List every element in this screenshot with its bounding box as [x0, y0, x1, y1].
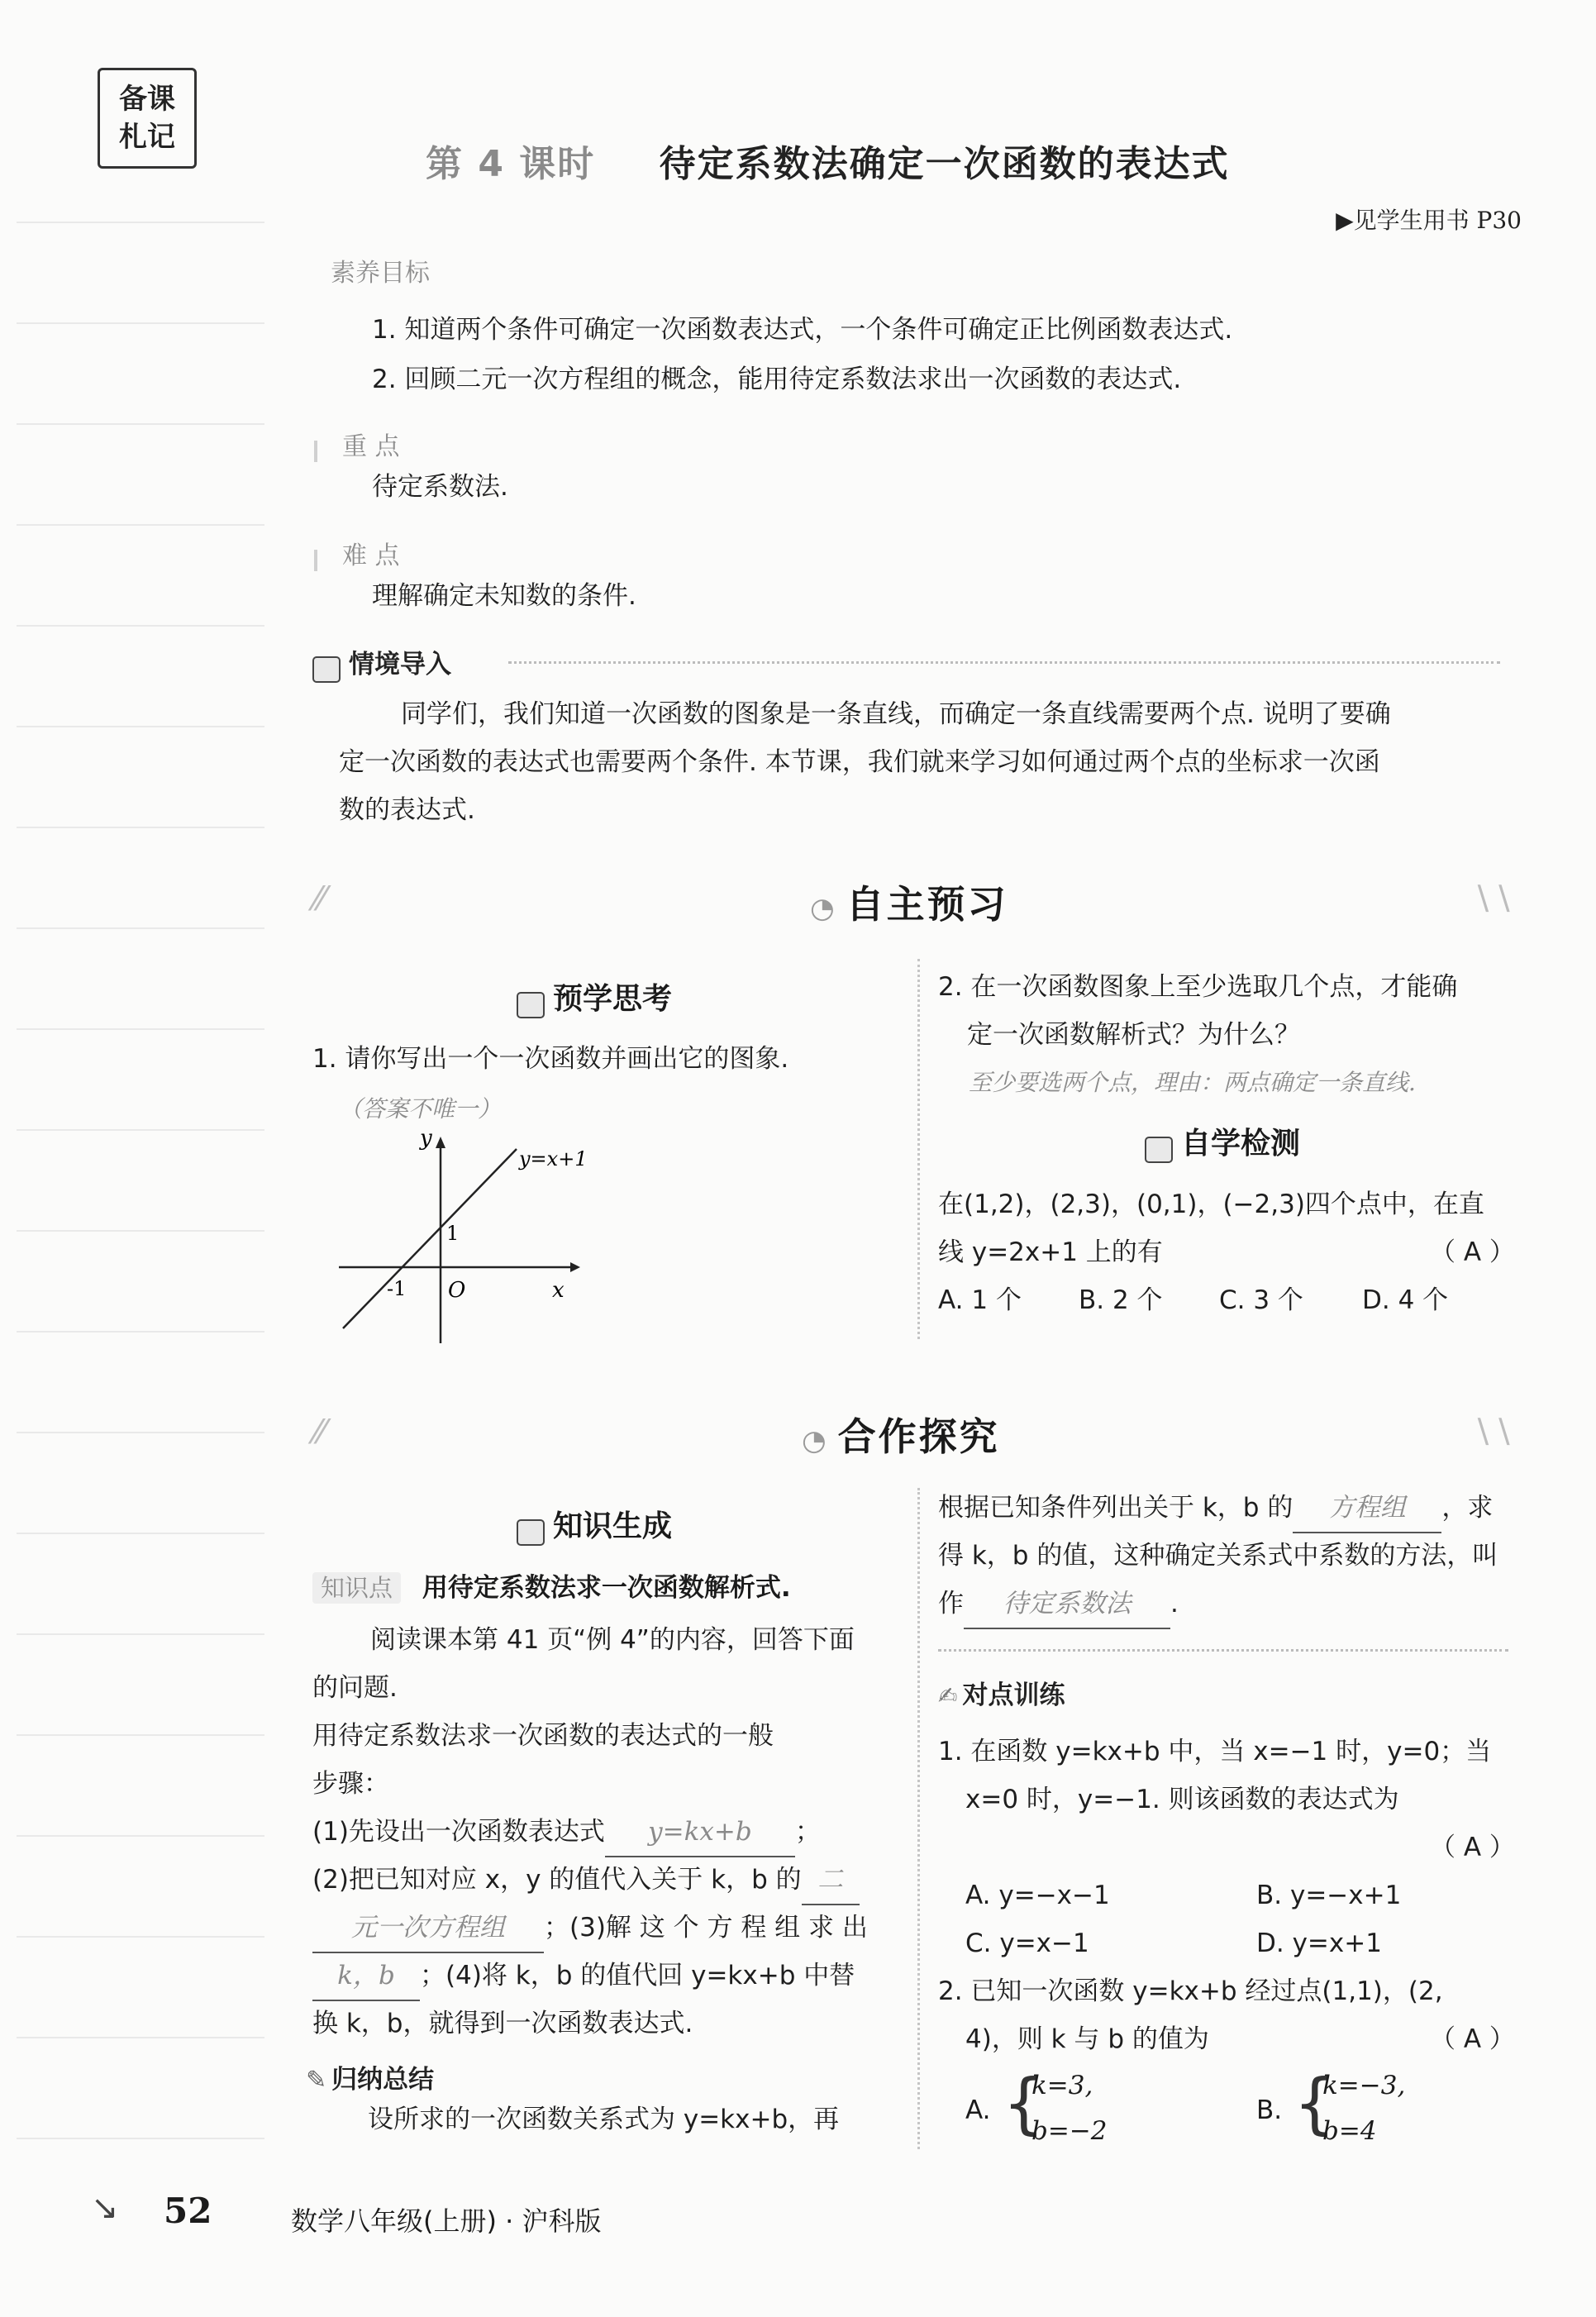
margin-rule — [17, 322, 264, 324]
stamp-line-2: 札记 — [119, 121, 175, 154]
t1-line-1: 1. 在函数 y=kx+b 中，当 x=−1 时，y=0；当 — [938, 1737, 1492, 1766]
lesson-number: 第 4 课时 — [426, 143, 596, 185]
margin-rule — [17, 2037, 264, 2038]
t1-option-b: B. y=−x+1 — [1256, 1881, 1402, 1910]
summary-header — [306, 2058, 434, 2095]
step-1 — [312, 1808, 821, 1857]
explore-heading-text: 合作探究 — [837, 1414, 1000, 1459]
step2-blank-b: 元一次方程组 — [312, 1904, 544, 1953]
x-label: x — [552, 1278, 565, 1303]
pencil-icon: ✍ — [938, 1682, 958, 1709]
intro-line-2: 定一次函数的表达式也需要两个条件. 本节课，我们就来学习如何通过两个点的坐标求一次函 — [339, 747, 1380, 777]
t2-answer: （ A ） — [1430, 2024, 1515, 2054]
book-title: 数学八年级(上册) · 沪科版 — [291, 2205, 602, 2237]
preview-q2-line-1: 2. 在一次函数图象上至少选取几个点，才能确 — [938, 972, 1458, 1002]
slash-deco: ∖∖ — [1471, 880, 1513, 918]
right-line-3-text: 作 — [938, 1589, 964, 1619]
section-bar — [314, 550, 317, 571]
method-blank: 待定系数法 — [964, 1580, 1170, 1629]
origin-label: O — [448, 1278, 466, 1303]
t2-option-b-k: k=−3, — [1322, 2071, 1406, 2100]
steps-line-2: 步骤： — [312, 1769, 389, 1799]
margin-rule — [17, 1734, 264, 1736]
steps-line-1: 用待定系数法求一次函数的表达式的一般 — [312, 1721, 774, 1751]
page-number: 52 — [164, 2191, 212, 2231]
t2-option-a-label: A. — [965, 2095, 991, 2125]
margin-rule — [17, 1230, 264, 1232]
graph-line — [343, 1149, 517, 1328]
difficulty-label: 难 点 — [342, 541, 400, 570]
margin-rule — [17, 726, 264, 727]
slash-deco: ⁄⁄ — [314, 1414, 326, 1452]
divider — [938, 1649, 1508, 1652]
y-axis-arrow — [436, 1137, 445, 1148]
slash-deco: ⁄⁄ — [314, 880, 326, 918]
key-point-text: 待定系数法. — [372, 472, 508, 502]
read-line-2: 的问题. — [312, 1673, 398, 1703]
q1-note: （答案不唯一） — [339, 1095, 502, 1123]
difficulty-text: 理解确定未知数的条件. — [372, 581, 636, 611]
key-point-header — [314, 426, 400, 462]
kp-tag: 知识点 — [312, 1572, 401, 1604]
margin-rule — [17, 1936, 264, 1938]
t2-option-b-b: b=4 — [1322, 2116, 1377, 2146]
t1-answer: （ A ） — [1430, 1833, 1515, 1862]
intro-line-1: 同学们，我们知道一次函数的图象是一条直线，而确定一条直线需要两个点. 说明了要确 — [401, 699, 1391, 729]
right-line-3 — [938, 1580, 1179, 1629]
step1-end: ； — [794, 1817, 821, 1847]
stamp-line-1: 备课 — [119, 83, 175, 116]
preview-heading-text: 自主预习 — [846, 882, 1008, 927]
student-book-ref: ▶见学生用书 P30 — [1336, 207, 1522, 234]
summary-line-1: 设所求的一次函数关系式为 y=kx+b，再 — [368, 2105, 840, 2134]
preview-heading — [810, 875, 1008, 929]
kp-title: 用待定系数法求一次函数解析式. — [422, 1573, 791, 1603]
check-icon — [1145, 1137, 1173, 1163]
function-graph — [331, 1128, 603, 1360]
step-2 — [312, 1856, 860, 1905]
step2-blank-a: 二 — [802, 1856, 860, 1905]
margin-rule — [17, 1129, 264, 1131]
check-option-c: C. 3 个 — [1219, 1285, 1303, 1315]
right-line-3-end: . — [1170, 1589, 1179, 1619]
right-line-1-text: 根据已知条件列出关于 k，b 的 — [938, 1493, 1293, 1523]
t2-line-1: 2. 已知一次函数 y=kx+b 经过点(1,1)，(2, — [938, 1976, 1443, 2006]
arrow-deco-icon: ↘ — [91, 2189, 119, 2227]
slash-deco: ∖∖ — [1471, 1414, 1513, 1452]
check-heading-text: 自学检测 — [1181, 1127, 1301, 1161]
t1-option-d: D. y=x+1 — [1256, 1928, 1382, 1958]
check-header — [1145, 1120, 1300, 1163]
margin-rule — [17, 524, 264, 526]
column-divider — [917, 959, 920, 1339]
margin-rule — [17, 1331, 264, 1333]
check-answer: （ A ） — [1430, 1237, 1515, 1267]
right-line-1-end: ，求 — [1441, 1493, 1494, 1523]
knowledge-icon — [517, 1519, 545, 1546]
t2-option-a-b: b=−2 — [1031, 2116, 1108, 2146]
t2-option-a-k: k=3, — [1031, 2071, 1093, 2100]
right-line-1 — [938, 1484, 1493, 1533]
intro-header — [312, 643, 451, 683]
step1-blank: y=kx+b — [605, 1808, 795, 1857]
margin-rule — [17, 1533, 264, 1534]
check-option-a: A. 1 个 — [938, 1285, 1022, 1315]
margin-rule — [17, 625, 264, 627]
notes-stamp — [98, 68, 197, 169]
read-line-1: 阅读课本第 41 页“例 4”的内容，回答下面 — [370, 1625, 855, 1655]
intro-text — [339, 690, 1513, 834]
step-4 — [312, 1952, 855, 2001]
margin-rule — [17, 827, 264, 828]
margin-rule — [17, 1835, 264, 1837]
step4-text: ；(4)将 k，b 的值代回 y=kx+b 中替 — [420, 1961, 855, 1990]
x-axis-arrow — [570, 1262, 580, 1272]
explore-heading — [802, 1407, 1000, 1461]
section-bar — [314, 441, 317, 462]
margin-rule — [17, 423, 264, 425]
think-header — [517, 975, 672, 1018]
brace-icon: { — [1003, 2065, 1045, 2142]
right-line-2: 得 k，b 的值，这种确定关系式中系数的方法，叫 — [938, 1541, 1498, 1571]
summary-heading-text: 归纳总结 — [331, 2065, 435, 2095]
step3-blank: k，b — [312, 1952, 420, 2001]
preview-q2-answer: 至少要选两个点，理由：两点确定一条直线. — [969, 1069, 1416, 1096]
goal-item-1: 1. 知道两个条件可确定一次函数表达式，一个条件可确定正比例函数表达式. — [372, 315, 1233, 345]
t1-option-a: A. y=−x−1 — [965, 1881, 1110, 1910]
brace-icon: { — [1293, 2065, 1336, 2142]
y-label: y — [420, 1128, 432, 1151]
t2-option-b-label: B. — [1256, 2095, 1283, 2125]
training-heading-text: 对点训练 — [962, 1681, 1065, 1710]
lesson-title: 待定系数法确定一次函数的表达式 — [659, 143, 1230, 185]
book-icon: ◔ — [810, 892, 835, 925]
divider — [508, 661, 1500, 664]
knowledge-header — [517, 1503, 672, 1546]
difficulty-header — [314, 535, 400, 571]
y-tick-label: 1 — [446, 1222, 460, 1245]
step-3 — [312, 1904, 868, 1953]
margin-rule — [17, 1633, 264, 1635]
intro-line-3: 数的表达式. — [339, 795, 475, 825]
column-divider — [917, 1488, 920, 2149]
step1-text: (1)先设出一次函数表达式 — [312, 1817, 605, 1847]
pencil-icon: ✎ — [306, 2066, 327, 2095]
t2-line-2: 4)，则 k 与 b 的值为 — [965, 2024, 1209, 2054]
preview-q2-line-2: 定一次函数解析式？为什么？ — [967, 1020, 1300, 1050]
margin-rule — [17, 1432, 264, 1433]
goals-label: 素养目标 — [331, 259, 430, 288]
check-option-d: D. 4 个 — [1362, 1285, 1449, 1315]
scene-icon — [312, 656, 341, 683]
step-4-line-2: 换 k，b，就得到一次函数表达式. — [312, 2009, 693, 2038]
step3-text: ；(3)解 这 个 方 程 组 求 出 — [544, 1913, 868, 1943]
key-point-label: 重 点 — [342, 432, 400, 461]
t1-line-2: x=0 时，y=−1. 则该函数的表达式为 — [965, 1785, 1399, 1814]
check-line-2: 线 y=2x+1 上的有 — [938, 1237, 1163, 1267]
margin-rule — [17, 927, 264, 929]
intro-label: 情境导入 — [349, 650, 451, 679]
equation-system-blank: 方程组 — [1293, 1484, 1441, 1533]
think-heading-text: 预学思考 — [553, 982, 673, 1016]
think-icon — [517, 992, 545, 1018]
goal-item-2: 2. 回顾二元一次方程组的概念，能用待定系数法求出一次函数的表达式. — [372, 365, 1182, 394]
line-label: y=x+1 — [519, 1147, 588, 1170]
training-header — [938, 1674, 1065, 1711]
preview-q1: 1. 请你写出一个一次函数并画出它的图象. — [312, 1044, 789, 1074]
x-tick-label: -1 — [387, 1277, 407, 1300]
knowledge-heading-text: 知识生成 — [553, 1509, 673, 1543]
check-option-b: B. 2 个 — [1079, 1285, 1163, 1315]
search-icon: ◔ — [802, 1424, 827, 1457]
margin-rule — [17, 1028, 264, 1030]
t1-option-c: C. y=x−1 — [965, 1928, 1089, 1958]
page-title — [426, 134, 1230, 187]
margin-rule — [17, 2138, 264, 2139]
knowledge-point — [312, 1566, 791, 1604]
step2-text: (2)把已知对应 x，y 的值代入关于 k，b 的 — [312, 1865, 802, 1895]
margin-rule — [17, 222, 264, 223]
check-line-1: 在(1,2)，(2,3)，(0,1)，(−2,3)四个点中，在直 — [938, 1189, 1484, 1219]
